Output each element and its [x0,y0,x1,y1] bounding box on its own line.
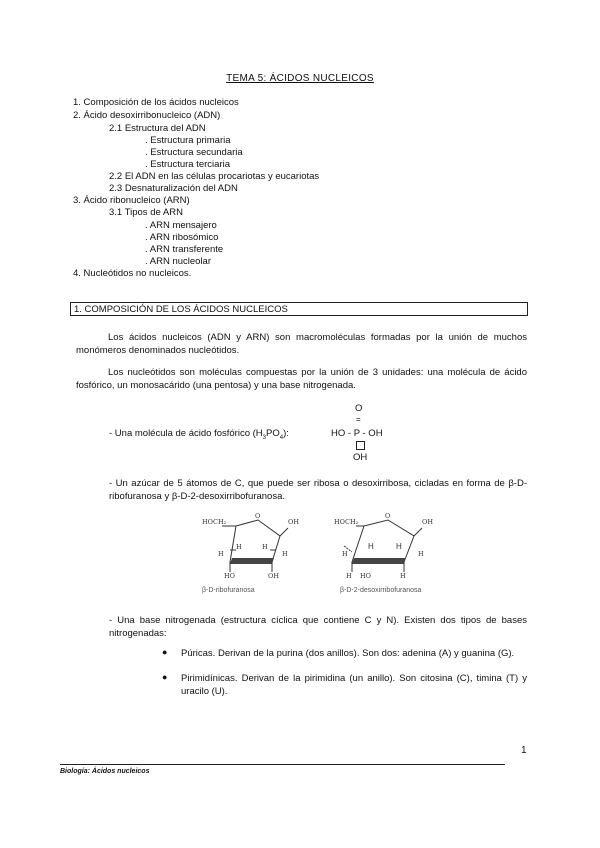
toc-item: 1. Composición de los ácidos nucleicos [73,97,239,108]
svg-text:HO: HO [224,572,235,580]
toc-item: . Estructura primaria [145,135,231,146]
svg-text:OH: OH [288,518,299,526]
toc-item: 2.1 Estructura del ADN [109,123,206,134]
toc-item: 2.2 El ADN en las células procariotas y eucariotas [109,171,320,182]
phosphoric-acid-label: - Una molécula de ácido fosfórico $(H_3PO_4)$: [109,428,289,441]
phosphoric-formula-middle: HO - P - OH [331,428,383,439]
page-number: 1 [521,745,527,756]
phosphoric-formula-bond: = [356,415,361,424]
bond-box-icon [356,441,365,450]
toc-item: 4. Nucleótidos no nucleicos. [73,268,192,279]
toc-item: . Estructura terciaria [145,159,230,170]
toc-item: 2. Ácido desoxirribonucleico (ADN) [73,110,221,121]
bullet-item-purine: Púricas. Derivan de la purina (dos anillos). Son dos: adenina (A) y guanina (G). [181,648,515,659]
svg-text:HOCH₂: HOCH₂ [202,518,227,526]
toc-item: 3.1 Tipos de ARN [109,207,183,218]
toc-item: . Estructura secundaria [145,147,243,158]
toc-item: . ARN ribosómico [145,232,219,243]
phosphoric-formula-top: O [355,403,363,414]
section-heading: 1. COMPOSICIÓN DE LOS ÁCIDOS NUCLEICOS [70,302,528,316]
svg-text:H: H [346,572,352,580]
svg-text:OH: OH [422,518,433,526]
deoxyribose-diagram [330,510,450,600]
deoxyribose-caption: β-D-2-desoxirribofuranosa [340,587,422,594]
svg-text:HOCH₂: HOCH₂ [334,518,359,526]
svg-text:H: H [400,572,406,580]
paragraph-intro: Los ácidos nucleicos (ADN y ARN) son macromoléculas formadas por la unión de muchos monómeros denominados nucleótidos. [76,332,527,356]
svg-text:H: H [418,550,424,558]
footer-divider [60,764,505,765]
toc-item: . ARN nucleolar [145,256,212,267]
svg-text:H: H [368,542,374,551]
page-title: TEMA 5: ÁCIDOS NUCLEICOS [226,73,374,84]
toc-item: . ARN transferente [145,244,224,255]
bullet-item-pyrimidine: Pirimidínicas. Derivan de la pirimidina (un anillo). Son citosina (C), timina (T) y uracilo (U). [181,673,527,697]
paragraph-base: - Una base nitrogenada (estructura cíclica que contiene C y N). Existen dos tipos de bases nitrogenadas: [109,615,527,639]
svg-text:O: O [255,512,261,520]
ribose-diagram [200,510,308,600]
svg-text:OH: OH [268,572,279,580]
toc-item: 2.3 Desnaturalización del ADN [109,183,238,194]
svg-text:O: O [385,512,391,520]
paragraph-sugar: - Un azúcar de 5 átomos de C, que puede ser ribosa o desoxirribosa, cicladas en forma de β-D-ribofuranosa y β-D-2-desoxirribofuranosa. [109,478,527,502]
bullet-icon: ● [162,672,168,682]
paragraph-nucleotides: Los nucleótidos son moléculas compuestas por la unión de 3 unidades: una molécula de ácido fosfórico, un monosacárido (una pentosa) y una base nitrogenada. [76,367,527,391]
svg-text:H: H [282,550,288,558]
svg-text:HO: HO [360,572,371,580]
toc-item: 3. Ácido ribonucleico (ARN) [73,195,190,206]
svg-text:H: H [342,550,348,558]
bullet-icon: ● [162,647,168,657]
ribose-caption: β-D-ribofuranosa [202,587,255,594]
footer-text: Biología: Ácidos nucleicos [60,768,150,775]
svg-text:H: H [262,543,268,551]
svg-text:H: H [218,550,224,558]
toc-item: . ARN mensajero [145,220,217,231]
svg-text:H: H [396,542,402,551]
phosphoric-formula-bottom: OH [353,452,368,463]
svg-text:H: H [236,543,242,551]
